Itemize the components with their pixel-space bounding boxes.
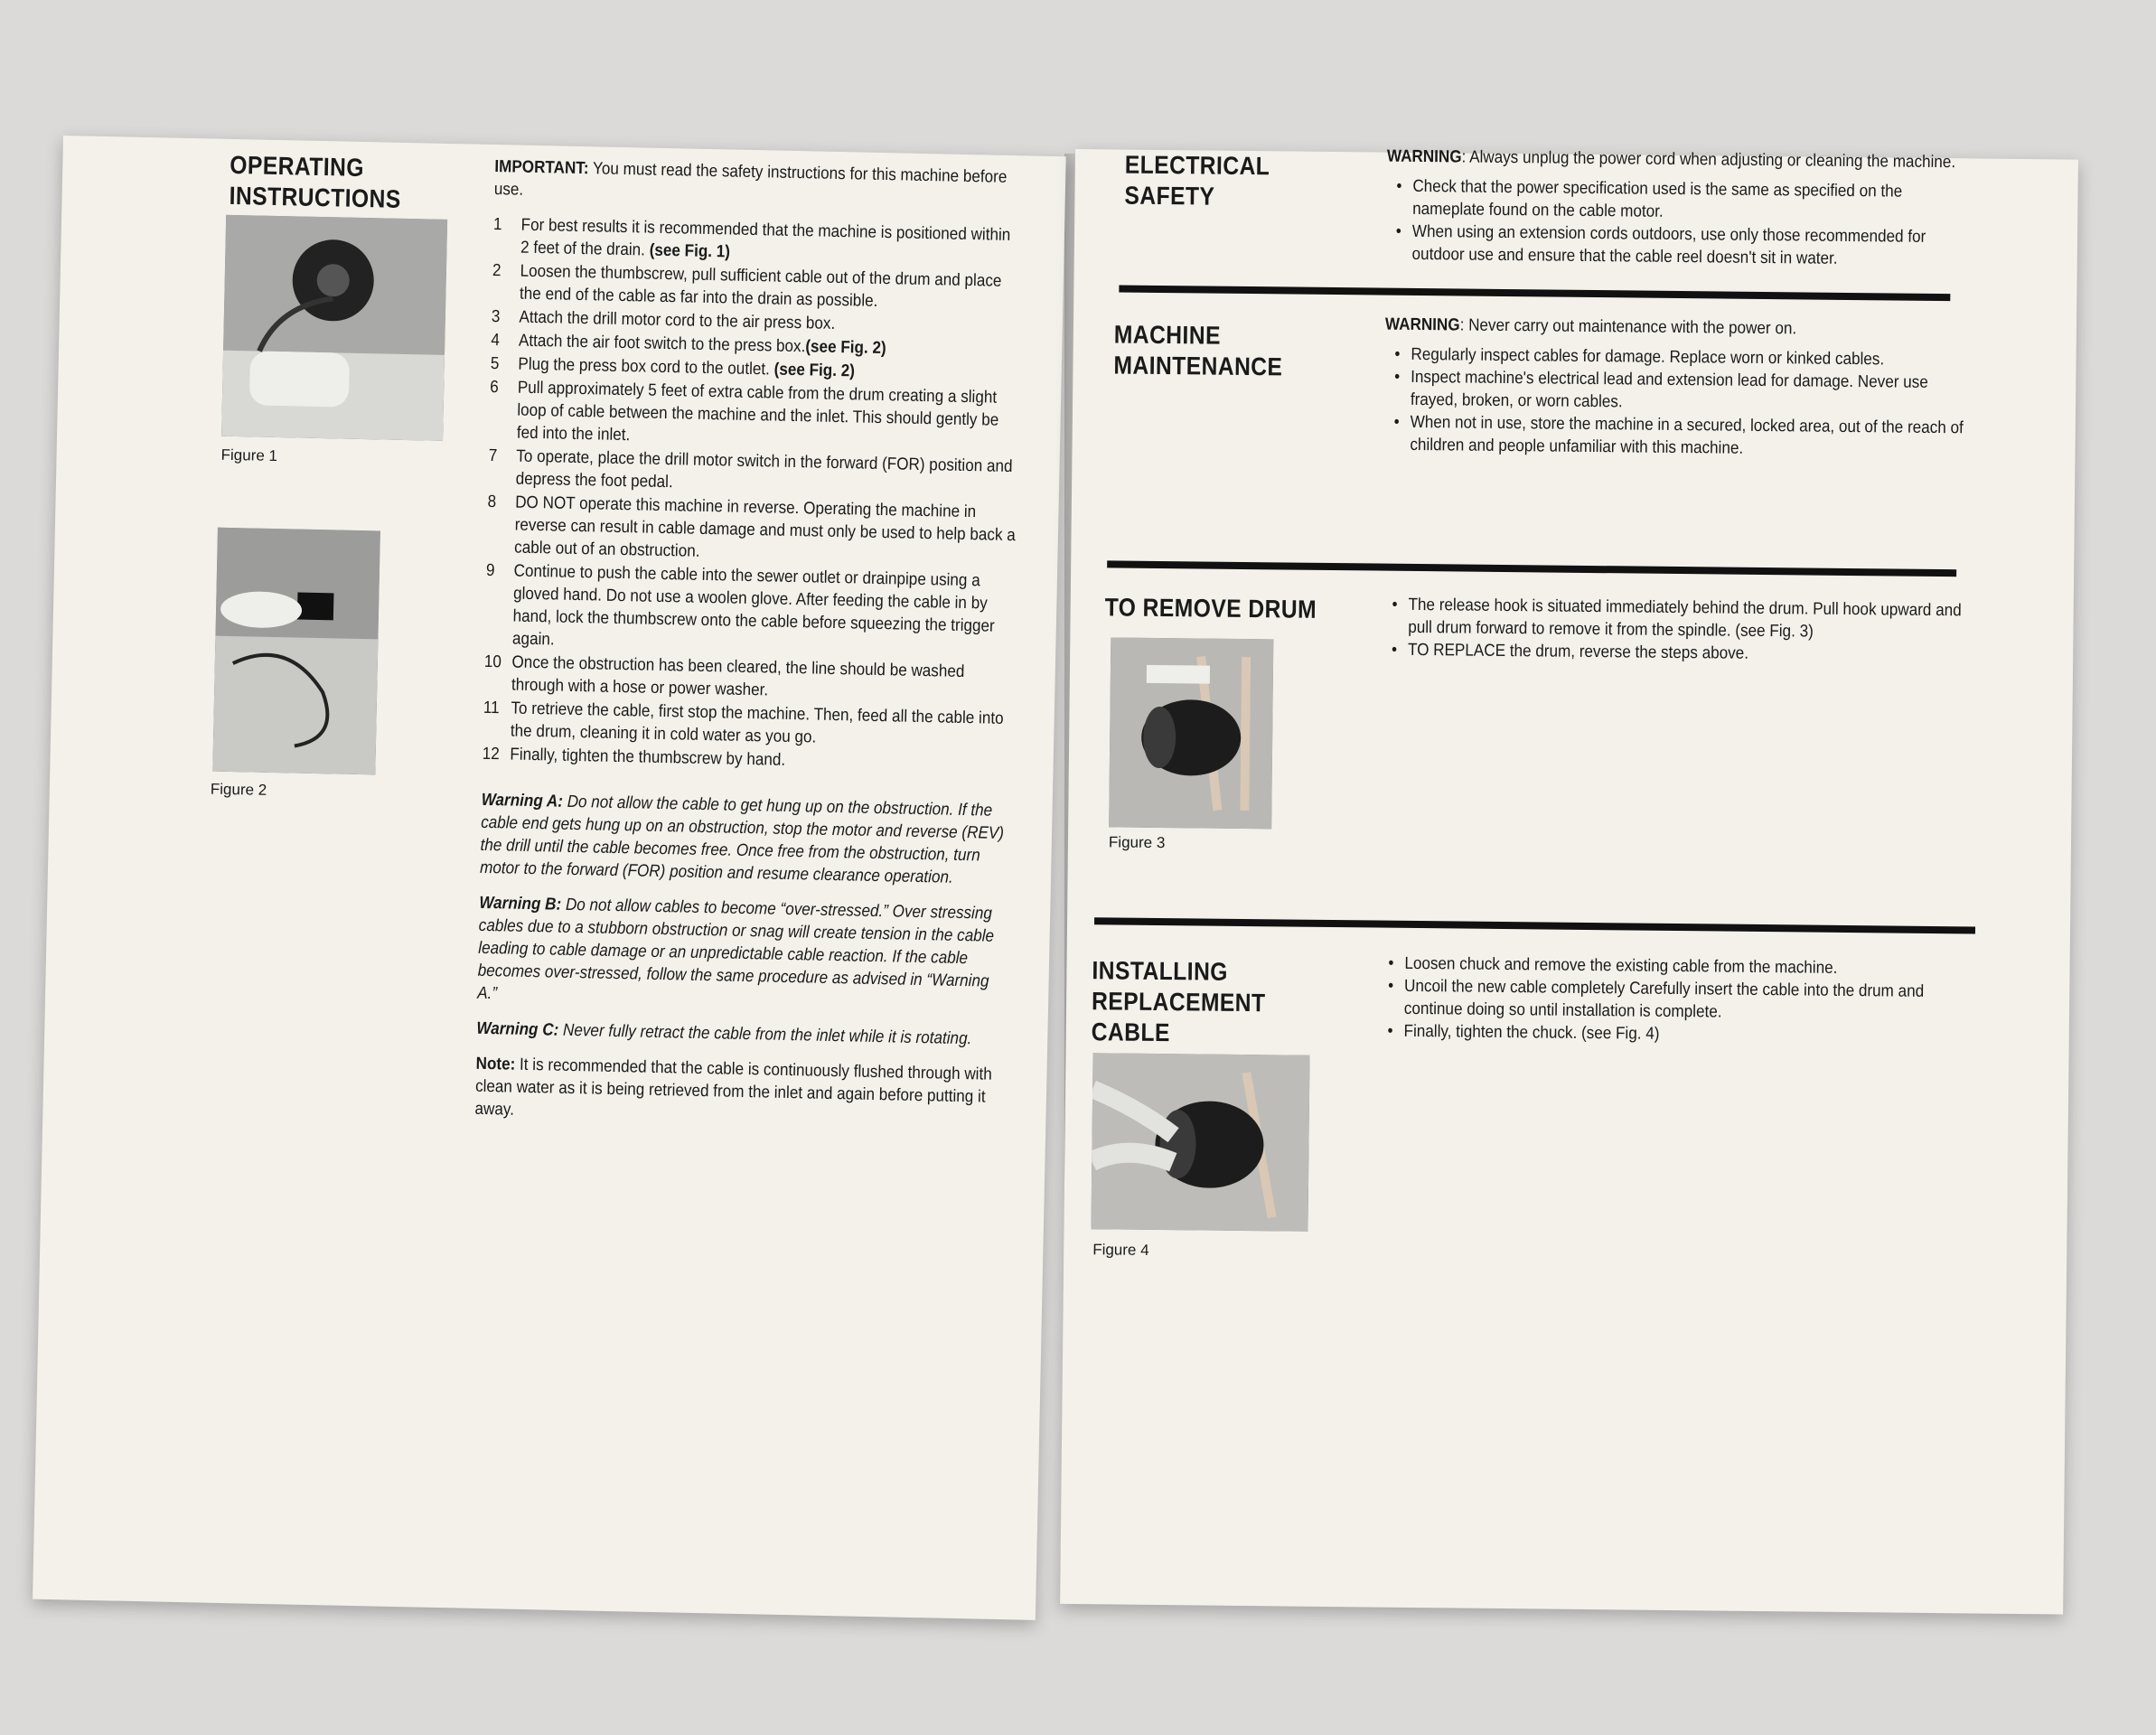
electrical-safety-text xyxy=(1386,145,1973,272)
step-item: 1 For best results it is recommended that the machine is positioned within 2 feet of the drain. (see Fig. 1) xyxy=(492,214,1011,262)
section-divider xyxy=(1107,560,1956,577)
remove-drum-bullets xyxy=(1390,594,1968,668)
heading-line: OPERATING xyxy=(230,150,365,182)
important-label: IMPORTANT: xyxy=(494,157,589,179)
figure-1-photo xyxy=(221,215,447,441)
electrical-bullets xyxy=(1394,175,1973,272)
section-divider xyxy=(1094,917,1975,933)
replacement-cable-heading xyxy=(1092,955,1266,1049)
replacement-bullets xyxy=(1386,952,1964,1049)
remove-drum-heading xyxy=(1105,592,1317,624)
step-item: 10 Once the obstruction has been cleared, the line should be washed through with a hose or power washer. xyxy=(483,652,965,700)
step-item: 11 To retrieve the cable, first stop the machine. Then, feed all the cable into the drum, cleaning it in cold water as you go. xyxy=(483,698,1004,747)
heading-line: INSTALLING xyxy=(1092,956,1229,986)
heading-line: CABLE xyxy=(1091,1018,1171,1047)
left-page xyxy=(33,136,1066,1620)
heading-line: REPLACEMENT xyxy=(1091,987,1266,1018)
bullet-item: • Check that the power specification used is the same as specified on the nameplate found on the cable motor. xyxy=(1394,175,1972,227)
step-item: 5 Plug the press box cord to the outlet. (see Fig. 2) xyxy=(490,353,856,381)
important-text: You must read the safety instructions for this machine before use. xyxy=(493,159,1008,200)
step-item: 7 To operate, place the drill motor switch in the forward (FOR) position and depress the foot pedal. xyxy=(488,445,1013,492)
machine-maintenance-heading xyxy=(1113,319,1283,382)
bullet-item: • Regularly inspect cables for damage. Replace worn or kinked cables. xyxy=(1393,343,1971,372)
bullet-item: • Inspect machine's electrical lead and extension lead for damage. Never use frayed, broken, or worn cables. xyxy=(1392,366,1970,417)
warning-text: : Never carry out maintenance with the power on. xyxy=(1459,315,1797,339)
warning-b: Warning B: Do not allow cables to become “over-stressed.” Over stressing cables due to a stubborn obstruction or snag will create tension in the cable leading to cable damage or an unpredictable cable reaction. If the cable becomes over-stressed, follow the same procedure as advised in “Warning A.” xyxy=(476,893,995,1004)
step-item: 2 Loosen the thumbscrew, pull sufficient cable out of the drum and place the end of the cable as far into the drain as possible. xyxy=(492,260,1002,311)
bullet-item: • TO REPLACE the drum, reverse the steps above. xyxy=(1390,639,1967,668)
bullet-item: • The release hook is situated immediately behind the drum. Pull hook upward and pull drum forward to remove it from the spindle. (see Fig. 3) xyxy=(1390,594,1967,645)
step-item: 12 Finally, tighten the thumbscrew by hand. xyxy=(482,744,786,770)
figure-2-caption: Figure 2 xyxy=(210,780,267,799)
instructions-column xyxy=(474,155,1023,1131)
bullet-item: • When using an extension cords outdoors, use only those recommended for outdoor use and ensure that the cable reel doesn't sit in water. xyxy=(1394,220,1972,272)
step-item: 9 Continue to push the cable into the sewer outlet or drainpipe using a gloved hand. Do not use a woolen glove. After feeding the cable in by hand, lock the thumbscrew onto the cable before squeezing the trigger again. xyxy=(485,560,995,650)
heading-line: MACHINE xyxy=(1113,320,1222,350)
operating-instructions-heading xyxy=(229,150,401,215)
warning-label: WARNING xyxy=(1386,146,1462,167)
figure-2-photo xyxy=(212,528,380,775)
bullet-item: • Finally, tighten the chuck. (see Fig. 4) xyxy=(1386,1020,1964,1049)
warning-c: Warning C: Never fully retract the cable from the inlet while it is rotating. xyxy=(476,1018,972,1049)
figure-4-caption: Figure 4 xyxy=(1092,1241,1149,1259)
figure-1-caption: Figure 1 xyxy=(220,445,278,465)
heading-line: TO REMOVE DRUM xyxy=(1104,593,1317,624)
figure-3-caption: Figure 3 xyxy=(1108,833,1166,852)
step-item: 3 Attach the drill motor cord to the air press box. xyxy=(491,306,836,333)
heading-line: INSTRUCTIONS xyxy=(229,181,402,213)
step-item: 6 Pull approximately 5 feet of extra cable from the drum creating a slight loop of cable between the machine and the inlet. This should gently be fed into the inlet. xyxy=(490,377,999,445)
bullet-item: • Loosen chuck and remove the existing cable from the machine. xyxy=(1386,952,1964,981)
note-paragraph: Note: It is recommended that the cable is continuously flushed through with clean water as it is being retrieved from the inlet and again before putting it away. xyxy=(474,1054,992,1120)
bullet-item: • Uncoil the new cable completely Carefully insert the cable into the drum and continue doing so until installation is complete. xyxy=(1386,975,1964,1027)
maintenance-bullets xyxy=(1392,343,1970,463)
step-item: 4 Attach the air foot switch to the press box.(see Fig. 2) xyxy=(491,330,886,359)
important-paragraph xyxy=(494,155,1024,211)
warning-a: Warning A: Do not allow the cable to get hung up on the obstruction. If the cable end gets hung up on an obstruction, stop the motor and reverse (REV) the drill until the cable becomes free. Once free from the obstruction, turn motor to the forward (FOR) position and resume clearance operation. xyxy=(479,790,1005,887)
figure-3-photo xyxy=(1109,637,1273,829)
remove-drum-text xyxy=(1382,594,1968,668)
heading-line: ELECTRICAL xyxy=(1124,150,1270,181)
figure-4-photo xyxy=(1091,1053,1309,1232)
heading-line: SAFETY xyxy=(1124,181,1215,211)
steps-list xyxy=(483,213,1023,776)
bullet-item: • When not in use, store the machine in a secured, locked area, out of the reach of children and people unfamiliar with this machine. xyxy=(1392,411,1969,463)
machine-maintenance-text xyxy=(1383,314,1971,463)
warning-text: : Always unplug the power cord when adjusting or cleaning the machine. xyxy=(1461,147,1956,173)
replacement-cable-text xyxy=(1378,952,1964,1049)
warning-label: WARNING xyxy=(1384,314,1460,335)
right-page xyxy=(1060,146,2078,1615)
section-divider xyxy=(1119,286,1950,302)
electrical-safety-heading xyxy=(1124,150,1270,213)
step-item: 8 DO NOT operate this machine in reverse. Operating the machine in reverse can result in cable damage and must only be used to help back a cable out of an obstruction. xyxy=(487,492,1016,561)
heading-line: MAINTENANCE xyxy=(1113,351,1283,381)
